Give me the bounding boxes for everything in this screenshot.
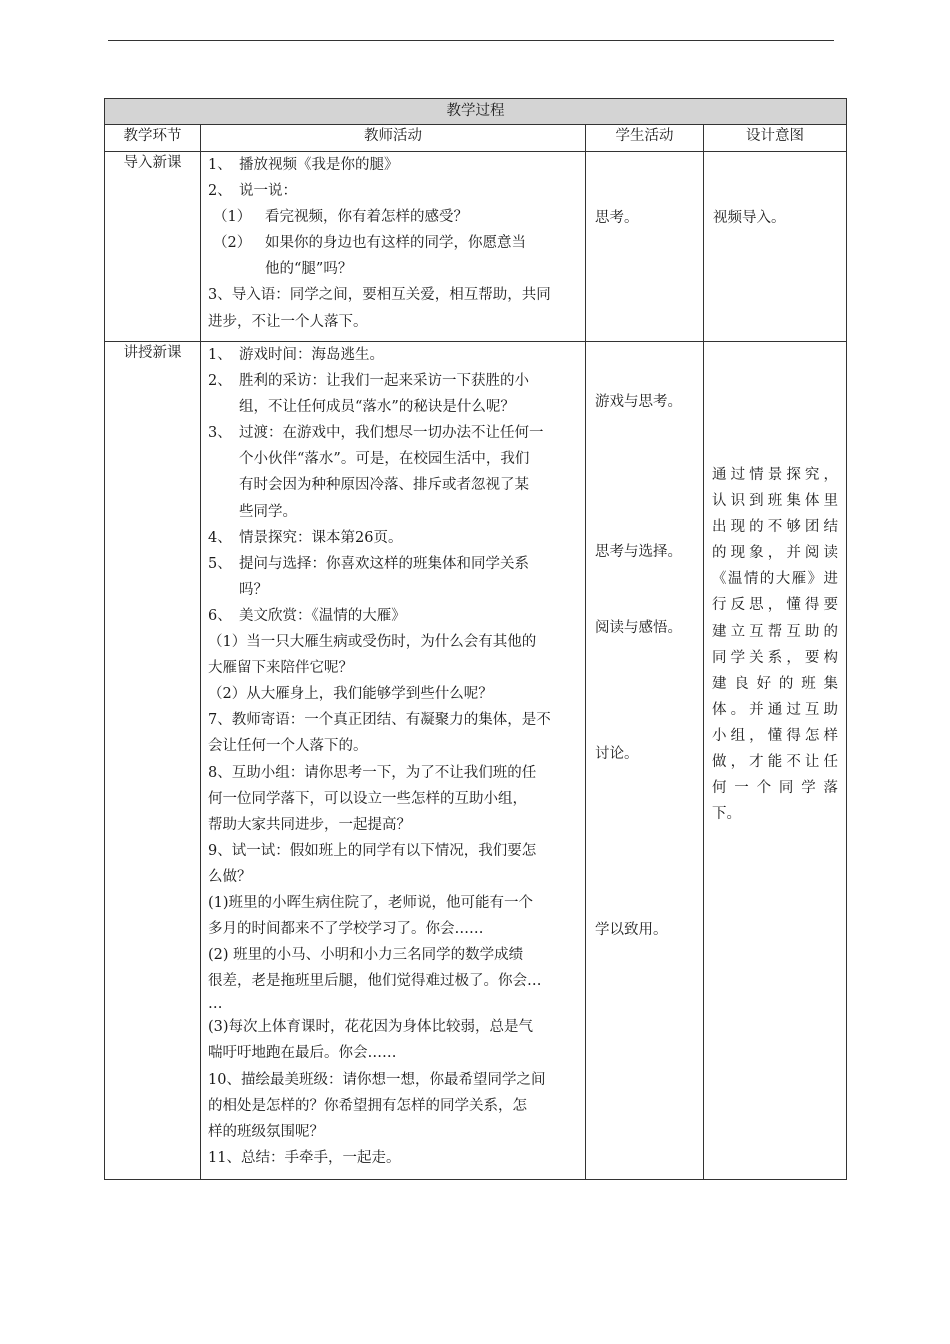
teaching-process-table: [104, 98, 847, 1180]
design-intent-line: 建立互帮互助的: [712, 623, 838, 640]
list-item: 多月的时间都来不了学校学习了。你会……: [208, 921, 484, 938]
student-activity-intro: [586, 152, 704, 342]
list-item: (1)班里的小晖生病住院了，老师说，他可能有一个: [208, 894, 534, 911]
list-item: 吗？: [239, 581, 268, 598]
teacher-activity-intro: [201, 152, 586, 342]
list-item: 的相处是怎样的？你希望拥有怎样的同学关系，怎: [208, 1097, 527, 1114]
student-activity-text: 思考。: [595, 210, 639, 226]
list-item: 会让任何一个人落下的。: [208, 738, 368, 755]
design-intent-line: 小组，懂得怎样: [712, 727, 838, 744]
stage-intro: 导入新课: [105, 152, 201, 342]
col-header-student: 学生活动: [586, 125, 704, 152]
student-activity-text: 讨论。: [595, 746, 639, 762]
list-item: 他的“腿”吗？: [265, 261, 353, 278]
student-activity-text: 思考与选择。: [595, 544, 682, 560]
design-intent-line: 《温情的大雁》进: [712, 571, 838, 588]
list-item: 很差，老是拖班里后腿，他们觉得难过极了。你会…: [208, 973, 542, 990]
student-activity-lesson: [586, 342, 704, 1180]
list-item: 大雁留下来陪伴它呢？: [208, 660, 353, 677]
list-item: 有时会因为种种原因冷落、排斥或者忽视了某: [239, 477, 529, 494]
design-intent-line: 何一个同学落: [712, 780, 838, 797]
list-item: 何一位同学落下，可以设立一些怎样的互助小组，: [208, 790, 527, 807]
design-intent-line: 同学关系，要构: [712, 649, 838, 666]
student-activity-text: 学以致用。: [595, 922, 668, 938]
design-intent-line: 下。: [712, 806, 741, 823]
stage-lesson: 讲授新课: [105, 342, 201, 1180]
list-item: (3)每次上体育课时，花花因为身体比较弱，总是气: [208, 1019, 534, 1036]
design-intent-text: [712, 342, 838, 827]
list-item: (2) 班里的小马、小明和小力三名同学的数学成绩: [208, 947, 524, 964]
list-item: 些同学。: [239, 503, 297, 520]
header-rule: [108, 40, 834, 41]
list-item: 么做？: [208, 868, 252, 885]
list-item: 个小伙伴“落水”。可是，在校园生活中，我们: [239, 451, 530, 468]
design-intent-line: 出现的不够团结: [712, 519, 838, 536]
list-item: （2）从大雁身上，我们能够学到些什么呢？: [208, 686, 493, 703]
list-item: （2） 如果你的身边也有这样的同学，你愿意当: [213, 235, 526, 252]
design-intent-lesson: [704, 342, 847, 1180]
design-intent-line: 行反思，懂得要: [712, 597, 838, 614]
list-item: 喘吁吁地跑在最后。你会……: [208, 1045, 397, 1062]
list-item: 组，不让任何成员“落水”的秘诀是什么呢？: [239, 399, 515, 416]
design-intent-line: 通过情景探究，: [712, 467, 838, 483]
list-item: 1、 播放视频《我是你的腿》: [208, 157, 399, 173]
design-intent-line: 建良好的班集: [712, 675, 838, 692]
teacher-activity-lesson: [201, 342, 586, 1180]
list-item: 2、 胜利的采访：让我们一起来采访一下获胜的小: [208, 373, 529, 390]
design-intent-line: 做，才能不让任: [712, 754, 838, 771]
list-item: 3、 过渡：在游戏中，我们想尽一切办法不让任何一: [208, 425, 544, 442]
list-item: 样的班级氛围呢？: [208, 1123, 324, 1140]
student-activity-text: 游戏与思考。: [595, 394, 682, 410]
table-row-intro: [105, 152, 847, 342]
list-item: 8、互助小组：请你思考一下，为了不让我们班的任: [208, 764, 537, 781]
list-item: 7、教师寄语：一个真正团结、有凝聚力的集体，是不: [208, 712, 551, 729]
design-intent-text: 视频导入。: [713, 210, 786, 226]
student-activity-text: 阅读与感悟。: [595, 620, 682, 636]
col-header-stage: 教学环节: [105, 125, 201, 152]
list-item: 3、导入语：同学之间，要相互关爱，相互帮助，共同: [208, 287, 551, 304]
list-item: 5、 提问与选择：你喜欢这样的班集体和同学关系: [208, 555, 529, 572]
list-item: （1）当一只大雁生病或受伤时，为什么会有其他的: [208, 634, 537, 651]
table-title: 教学过程: [105, 99, 847, 125]
table-row-lesson: [105, 342, 847, 1180]
list-item: （1） 看完视频，你有着怎样的感受？: [213, 209, 468, 226]
list-item: 帮助大家共同进步，一起提高？: [208, 816, 411, 833]
table-title-row: [105, 99, 847, 125]
list-item: 9、试一试：假如班上的同学有以下情况，我们要怎: [208, 842, 537, 859]
list-item: …: [208, 996, 223, 1013]
table-header-row: [105, 125, 847, 152]
design-intent-line: 认识到班集体里: [712, 493, 838, 510]
col-header-teacher: 教师活动: [201, 125, 586, 152]
list-item: 2、 说一说：: [208, 183, 297, 200]
list-item: 4、 情景探究：课本第26页。: [208, 529, 403, 546]
list-item: 11、总结：手牵手，一起走。: [208, 1149, 401, 1166]
design-intent-line: 体。并通过互助: [712, 701, 838, 718]
list-item: 进步，不让一个人落下。: [208, 313, 368, 330]
list-item: 10、描绘最美班级：请你想一想，你最希望同学之间: [208, 1071, 546, 1088]
list-item: 1、 游戏时间：海岛逃生。: [208, 347, 384, 363]
list-item: 6、 美文欣赏：《温情的大雁》: [208, 607, 406, 624]
design-intent-intro: [704, 152, 847, 342]
col-header-intent: 设计意图: [704, 125, 847, 152]
design-intent-line: 的现象，并阅读: [712, 545, 838, 562]
